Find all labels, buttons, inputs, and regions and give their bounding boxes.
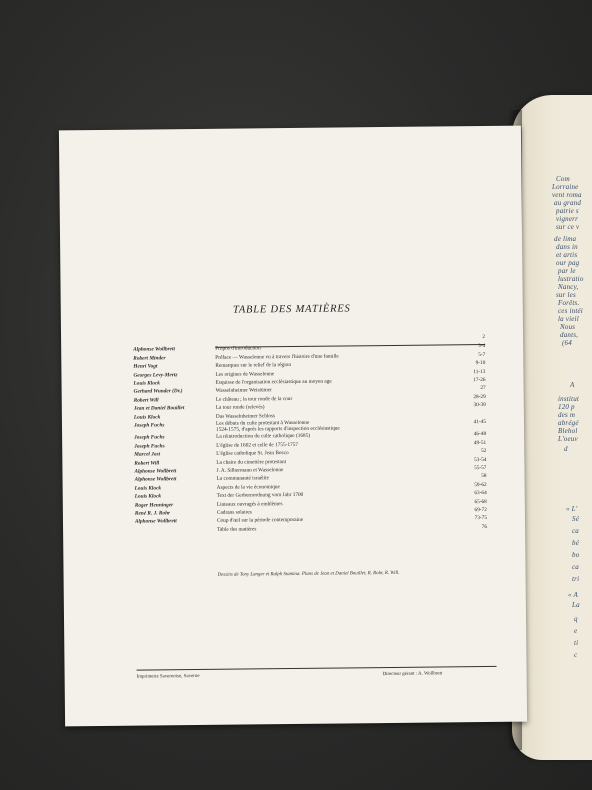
toc-page-number: 58 bbox=[481, 473, 487, 480]
toc-entry-title: La tour ronde (relevés) bbox=[215, 404, 265, 411]
toc-entry-title: Das Wasselnheimer Schloss bbox=[215, 412, 276, 420]
facing-page-text-fragment: dants, bbox=[560, 331, 579, 339]
facing-page-text-fragment: « A bbox=[568, 591, 578, 599]
toc-author: Alphonse Wollbrett bbox=[133, 346, 175, 354]
facing-page-text-fragment: L'oeuv bbox=[558, 435, 578, 443]
facing-page-text-fragment: lustratio bbox=[558, 275, 584, 283]
toc-page-number: 53-54 bbox=[473, 456, 487, 463]
toc-entry-title: Esquisse de l'organisation ecclésiastique au moyen age bbox=[215, 378, 332, 386]
toc-entry-title: Les débuts du culte protestant à Wasselonne bbox=[215, 419, 310, 427]
toc-page-number: 52 bbox=[480, 448, 487, 455]
facing-page-text-fragment: q bbox=[574, 615, 578, 623]
toc-entry-title: J. A. Silbermann et Wasselonne bbox=[216, 467, 284, 474]
facing-page-text-fragment: tri bbox=[572, 575, 580, 583]
toc-page-number: 17-26 bbox=[473, 376, 486, 384]
toc-entry-title: La chaire du cimetière protestant bbox=[216, 458, 287, 466]
toc-entry-continuation: 1524-1575, d'après les rapports d'inspection ecclésiastique bbox=[215, 425, 340, 433]
toc-entry bbox=[217, 516, 457, 525]
facing-page-text-fragment: vignerr bbox=[556, 215, 579, 223]
toc-page-number: 27 bbox=[480, 385, 486, 392]
toc-page-number: 9-10 bbox=[475, 360, 486, 367]
facing-page-text-fragment: institut bbox=[558, 395, 580, 403]
toc-entry bbox=[216, 377, 456, 386]
toc-entry bbox=[216, 419, 456, 433]
facing-page-text-fragment: ca bbox=[572, 527, 580, 535]
toc-author: Louis Klock bbox=[133, 413, 161, 421]
table-of-contents bbox=[133, 334, 487, 536]
toc-entry bbox=[217, 474, 457, 483]
facing-page-text-fragment: patrie s bbox=[556, 207, 579, 215]
toc-entry bbox=[216, 440, 456, 449]
toc-page-number: 2 bbox=[482, 333, 486, 341]
facing-page-text-fragment: Com bbox=[556, 175, 570, 183]
printer-imprint: Imprimerie Savernoise, Saverne bbox=[136, 673, 200, 680]
toc-entry-title: Les origines de Wasselonne bbox=[215, 370, 275, 378]
toc-entry-title: Préface — Wasselonne vu à travers l'histoire d'une famille bbox=[215, 353, 339, 361]
toc-page-number: 76 bbox=[481, 523, 488, 530]
toc-entry-title: Cadrans solaires bbox=[216, 509, 252, 516]
toc-author: Georges Levy-Mertz bbox=[133, 371, 178, 379]
toc-entry-title: Linteaux ouvragés à emblèmes bbox=[216, 500, 283, 508]
toc-page-number: 46-48 bbox=[473, 431, 487, 438]
toc-page-number: 59-62 bbox=[474, 481, 487, 488]
facing-page-text-fragment: vent roma bbox=[552, 191, 582, 199]
toc-entry bbox=[217, 524, 457, 533]
toc-entry bbox=[215, 334, 455, 337]
facing-page-text-fragment: c bbox=[574, 651, 578, 659]
toc-entry bbox=[216, 432, 456, 441]
facing-page-text-fragment: abrégé bbox=[558, 419, 579, 427]
toc-entry bbox=[216, 394, 456, 403]
toc-author bbox=[135, 527, 217, 528]
toc-author: Gerhard Wunder (Dr.) bbox=[133, 388, 183, 396]
toc-author bbox=[133, 337, 215, 338]
toc-author: Alphonse Wollbrett bbox=[134, 518, 177, 525]
facing-page-text-fragment: Blehol bbox=[558, 427, 578, 435]
toc-entry-title: L'église de 1602 et celle de 1755-1757 bbox=[216, 441, 299, 449]
toc-entry-title: Wasselnheimer Weistümer bbox=[215, 387, 272, 395]
facing-page-text-fragment: par le bbox=[558, 267, 576, 275]
facing-page-text-fragment: Nancy, bbox=[558, 283, 579, 291]
facing-page-text-fragment: e bbox=[574, 627, 578, 635]
toc-entry-title: L'église catholique St. Jean Bosco bbox=[216, 450, 289, 457]
facing-page-text-fragment: ca bbox=[572, 563, 580, 571]
facing-page-text-fragment: dans in bbox=[556, 243, 578, 251]
toc-author: Joseph Fuchs bbox=[134, 443, 165, 450]
page-title: TABLE DES MATIÈRES bbox=[232, 303, 351, 316]
facing-page-text-fragment: d bbox=[564, 445, 568, 453]
facing-page-text-fragment: bo bbox=[572, 551, 580, 559]
document-page bbox=[59, 126, 527, 727]
facing-page-text-fragment: de lima bbox=[554, 235, 577, 243]
toc-entry bbox=[216, 402, 456, 411]
toc-page-number: 30-39 bbox=[473, 402, 486, 409]
toc-entry-title: Le château ; la tour ronde de la cour bbox=[215, 395, 293, 403]
toc-page-number: 55-57 bbox=[474, 464, 487, 472]
toc-entry bbox=[217, 507, 457, 516]
toc-author: Jean et Daniel Bouillet bbox=[133, 405, 185, 412]
toc-page-number: 28-29 bbox=[473, 393, 486, 400]
toc-author: Joseph Fuchs bbox=[133, 422, 165, 429]
facing-page-text-fragment: (64 bbox=[562, 339, 572, 347]
facing-page-text-fragment: A bbox=[570, 381, 575, 389]
toc-page-number: 41-45 bbox=[473, 418, 486, 426]
toc-entry-title: Text der Gerbernordnung vom Jahr 1700 bbox=[216, 492, 304, 499]
toc-entry-title: Propos d'introduction bbox=[215, 345, 261, 353]
toc-entry-title: Remarques sur le relief de la région bbox=[215, 362, 292, 369]
toc-entry-title: Aspects de la vie économique bbox=[216, 483, 280, 491]
toc-entry-title: La communauté israélite bbox=[216, 475, 269, 483]
toc-page-number: 65-68 bbox=[474, 498, 487, 505]
footer-divider bbox=[137, 666, 497, 671]
managing-director: Directeur gérant : A. Wollbrett bbox=[382, 671, 443, 678]
facing-page-text-fragment: la vieil bbox=[558, 315, 579, 323]
toc-page-number: 63-64 bbox=[474, 490, 487, 497]
facing-page-text-fragment: Sé bbox=[572, 515, 580, 523]
toc-entry bbox=[216, 411, 456, 420]
toc-page-number: 3-4 bbox=[478, 343, 486, 350]
toc-author: Louis Klock bbox=[134, 493, 162, 500]
illustration-credits: Dessins de Tony Langer et Ralph Stamina. Plans de Jean et Daniel Bouillet, R. Rohr, R. Will. bbox=[217, 570, 400, 578]
facing-page-text-fragment: ces intéi bbox=[558, 307, 583, 315]
toc-entry bbox=[216, 457, 456, 466]
facing-page-text-fragment: bé bbox=[572, 539, 580, 547]
facing-page-text-fragment: des m bbox=[558, 411, 576, 419]
facing-page-text-fragment: La bbox=[572, 601, 580, 609]
toc-page-number: 49-51 bbox=[473, 439, 487, 446]
facing-page-text-fragment: Lorraine bbox=[552, 183, 579, 191]
toc-entry bbox=[217, 490, 457, 499]
toc-entry-title: Table des matières bbox=[217, 526, 257, 533]
facing-page-text-fragment: Forêts. bbox=[558, 299, 580, 307]
toc-entry bbox=[216, 386, 456, 395]
toc-author: Henri Vogt bbox=[133, 363, 158, 370]
toc-entry bbox=[216, 448, 456, 457]
toc-entry bbox=[215, 344, 455, 353]
toc-author: René R. J. Rohr bbox=[134, 510, 171, 517]
toc-author: Louis Klock bbox=[133, 380, 160, 387]
facing-page-text-fragment: our pag bbox=[556, 259, 580, 267]
facing-page-text-fragment: 120 p bbox=[558, 403, 575, 411]
toc-entry bbox=[215, 369, 455, 378]
toc-entry-title: La réintroduction du culte catholique (1685) bbox=[216, 433, 311, 441]
toc-page-number: 69-72 bbox=[474, 506, 487, 514]
toc-page-number: 73-75 bbox=[474, 515, 488, 522]
toc-author: Louis Klock bbox=[134, 485, 162, 492]
toc-author: Robert Minder bbox=[133, 355, 166, 362]
toc-author: Alphonse Wollbrett bbox=[134, 468, 177, 475]
toc-author: Robert Will bbox=[133, 397, 159, 404]
toc-entry bbox=[215, 352, 455, 361]
toc-author: Alphonse Wollbrett bbox=[134, 476, 177, 484]
facing-page-text-fragment: Nous bbox=[560, 323, 576, 331]
toc-entry bbox=[217, 482, 457, 491]
toc-author: Roger Henninger bbox=[134, 501, 174, 509]
facing-page-text-fragment: « L' bbox=[566, 505, 578, 513]
facing-page-text-fragment: et artis bbox=[556, 251, 578, 259]
toc-page-number: 11-13 bbox=[473, 368, 486, 375]
toc-entry-title: Coup d'œil sur la période contemporaine bbox=[216, 517, 304, 525]
toc-page-number: 5-7 bbox=[478, 351, 486, 358]
toc-author: Marcel Jost bbox=[134, 451, 161, 458]
facing-page-text-fragment: au grand bbox=[554, 199, 582, 207]
toc-entry bbox=[216, 465, 456, 474]
toc-author: Joseph Fuchs bbox=[134, 434, 165, 442]
facing-page-text-fragment: ti bbox=[574, 639, 579, 647]
facing-page-text-fragment: sur ce v bbox=[556, 223, 580, 231]
toc-entry bbox=[217, 499, 457, 508]
toc-author: Robert Will bbox=[134, 459, 160, 467]
facing-page-text-fragment: sur les bbox=[556, 291, 576, 299]
toc-entry bbox=[215, 360, 455, 369]
